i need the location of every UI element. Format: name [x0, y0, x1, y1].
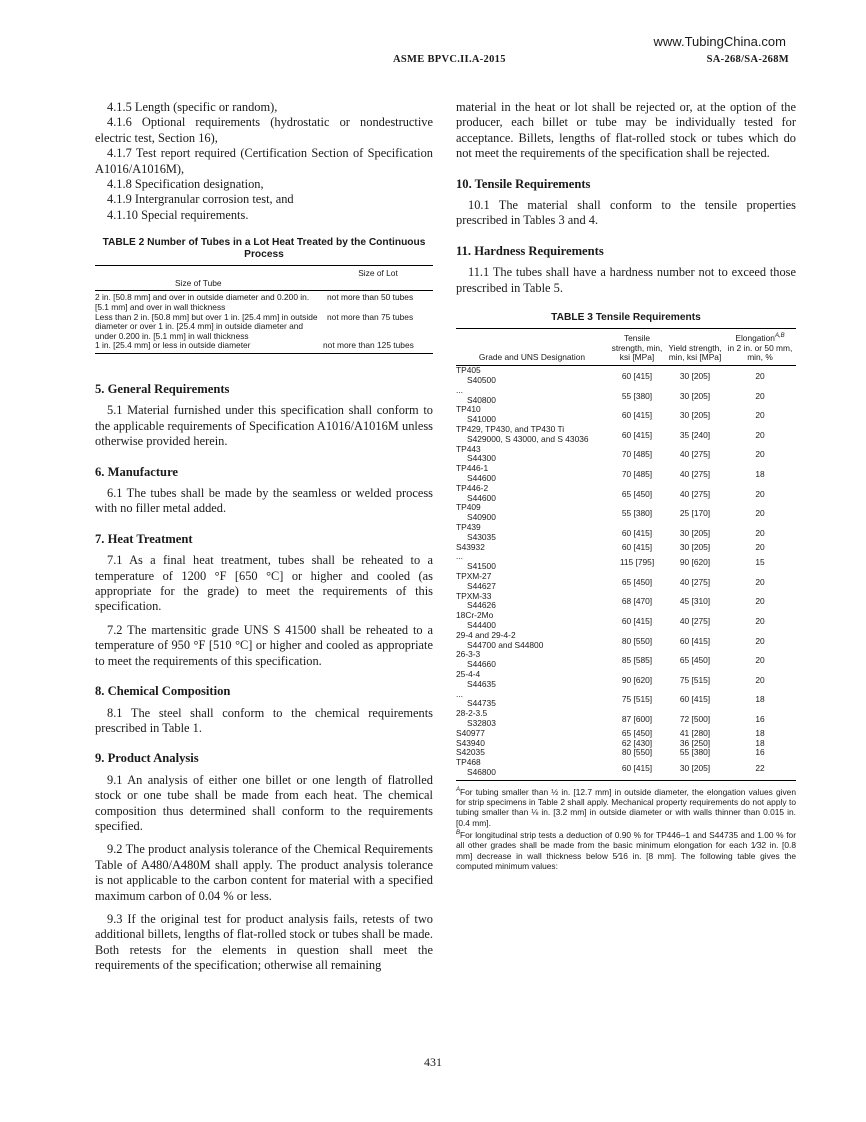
table3-title: TABLE 3 Tensile Requirements	[551, 312, 701, 324]
grade-name: TP446-2	[456, 482, 489, 493]
grade-name: 26-3-3	[456, 649, 481, 660]
table-row	[456, 543, 796, 553]
elongation-cell: 20	[755, 596, 765, 607]
elongation-cell: 20	[755, 508, 765, 519]
footnote-a-mark: A	[456, 786, 461, 793]
table-row	[456, 690, 796, 710]
tensile-cell: 87 [600]	[621, 713, 653, 724]
table-row	[456, 503, 796, 523]
elongation-cell: 16	[755, 713, 765, 724]
tensile-cell: 85 [585]	[621, 655, 653, 666]
table-row	[95, 291, 433, 313]
yield-cell: 30 [205]	[679, 371, 711, 382]
table-row	[456, 758, 796, 778]
tensile-cell: 60 [415]	[621, 615, 653, 626]
yield-cell: 30 [205]	[679, 762, 711, 773]
grade-cell	[456, 405, 608, 425]
table-row	[456, 592, 796, 612]
elongation-label: Elongation	[735, 332, 775, 343]
yield-cell: 40 [275]	[679, 449, 711, 460]
yield-cell: 40 [275]	[679, 615, 711, 626]
uns-designation: S46800	[467, 766, 496, 777]
grade-name: TP409	[456, 502, 481, 513]
elongation-cell: 18	[755, 727, 765, 738]
item-4-1-5: 4.1.5 Length (specific or random),	[107, 100, 278, 114]
tensile-cell: 90 [620]	[621, 674, 653, 685]
uns-designation: S44700 and S44800	[467, 639, 544, 650]
uns-designation: S41000	[467, 414, 496, 425]
grade-cell	[456, 758, 608, 778]
elongation-cell: 16	[755, 747, 765, 758]
tensile-cell: 60 [415]	[621, 527, 653, 538]
section-7-heading: 7. Heat Treatment	[95, 531, 193, 546]
table3-col-yield: Yield strength, min, ksi [MPa]	[668, 342, 722, 363]
grade-cell	[456, 543, 608, 553]
grade-cell	[456, 366, 608, 386]
yield-cell: 75 [515]	[679, 674, 711, 685]
para-9-3: 9.3 If the original test for product analysis fails, retests of two additional billets, lengths of flat-rolled stock or tubes shall be made. Both retests for the elements in question shall meet the requirements of the specification; otherwise all remaining	[95, 911, 433, 973]
grade-cell	[456, 552, 608, 572]
tensile-cell: 60 [415]	[621, 371, 653, 382]
grade-cell	[456, 650, 608, 670]
yield-cell: 90 [620]	[679, 557, 711, 568]
yield-cell: 30 [205]	[679, 527, 711, 538]
grade-name: TP443	[456, 443, 481, 454]
header-spec: SA-268/SA-268M	[706, 54, 789, 65]
uns-designation: S44300	[467, 453, 496, 464]
footnote-a	[456, 785, 796, 828]
table2-lot-cell: not more than 125 tubes	[323, 340, 414, 351]
table2-col-lot: Size of Lot	[358, 268, 398, 279]
elongation-sublabel: in 2 in. or 50 mm, min, %	[727, 342, 793, 363]
table-row	[456, 405, 796, 425]
table3-col-grade: Grade and UNS Designation	[478, 352, 586, 363]
grade-cell	[456, 503, 608, 523]
elongation-cell: 18	[755, 694, 765, 705]
grade-cell	[456, 592, 608, 612]
elongation-cell: 18	[755, 737, 765, 748]
table-row	[456, 670, 796, 690]
para-5-1: 5.1 Material furnished under this specification shall conform to the applicable requirements of Specification A1016/A1016M unless otherwise provided herein.	[95, 403, 433, 449]
grade-cell	[456, 670, 608, 690]
grade-name: TP405	[456, 365, 481, 376]
item-4-1-8: 4.1.8 Specification designation,	[107, 177, 264, 192]
footnote-b-mark: B	[456, 830, 461, 837]
uns-designation: S40900	[467, 512, 496, 523]
table2-size-cell: 2 in. [50.8 mm] and over in outside diameter and 0.200 in. [5.1 mm] and over in wall thickness	[95, 292, 310, 313]
table-row	[456, 631, 796, 651]
footnote-b-text: For longitudinal strip tests a deduction of 0.90 % for TP446–1 and S44735 and 1.00 % for all other grades shall be made from the basic minimum elongation for each 1⁄32 in. [0.8 mm] decrease in wall thickness below 5⁄16 in. [8 mm]. The following table gives the computed minimum values:	[456, 829, 796, 872]
item-4-1-6: 4.1.6 Optional requirements (hydrostatic or nondestructive electric test, Section 16),	[95, 115, 433, 145]
table-row	[456, 709, 796, 729]
table2-size-cell: Less than 2 in. [50.8 mm] but over 1 in. [25.4 mm] in outside diameter or over 1 in. [25.4 mm] in outside diameter and under 0.200 in. [5.1 mm] in wall thickness	[95, 311, 318, 341]
uns-designation: S44735	[467, 698, 496, 709]
elongation-cell: 20	[755, 615, 765, 626]
grade-name: TPXM-27	[456, 570, 492, 581]
grade-name: S43932	[456, 541, 485, 552]
para-7-2: 7.2 The martensitic grade UNS S 41500 shall be reheated to a temperature of 950 °F [510 °C] or higher and cooled as appropriate to meet the requirements of this specification.	[95, 622, 433, 668]
uns-designation: S44400	[467, 619, 496, 630]
uns-designation: S44660	[467, 659, 496, 670]
para-11-1: 11.1 The tubes shall have a hardness number not to exceed those prescribed in Table 5.	[456, 265, 796, 295]
grade-name: 25-4-4	[456, 668, 481, 679]
grade-name: ...	[456, 551, 463, 562]
tensile-cell: 60 [415]	[621, 410, 653, 421]
yield-cell: 40 [275]	[679, 469, 711, 480]
table-row	[456, 523, 796, 543]
elongation-footnote-marks: A,B	[774, 333, 785, 340]
grade-name: TPXM-33	[456, 590, 492, 601]
table-row	[95, 313, 433, 342]
elongation-cell: 20	[755, 449, 765, 460]
grade-cell	[456, 690, 608, 710]
tensile-cell: 62 [430]	[621, 737, 653, 748]
yield-cell: 60 [415]	[679, 694, 711, 705]
table-row	[456, 425, 796, 445]
yield-cell: 41 [280]	[679, 727, 711, 738]
grade-cell	[456, 445, 608, 465]
table2-title: TABLE 2 Number of Tubes in a Lot Heat Treated by the Continuous Process	[102, 237, 426, 261]
yield-cell: 40 [275]	[679, 488, 711, 499]
right-column	[456, 100, 796, 872]
tensile-cell: 80 [550]	[621, 747, 653, 758]
tensile-cell: 65 [450]	[621, 727, 653, 738]
grade-name: 29-4 and 29-4-2	[456, 629, 516, 640]
elongation-cell: 20	[755, 655, 765, 666]
item-4-1-10: 4.1.10 Special requirements.	[107, 207, 249, 222]
grade-cell	[456, 523, 608, 543]
table2-col-size: Size of Tube	[175, 277, 222, 288]
site-watermark: www.TubingChina.com	[653, 34, 786, 49]
yield-cell: 72 [500]	[679, 713, 711, 724]
tensile-cell: 70 [485]	[621, 469, 653, 480]
yield-cell: 35 [240]	[679, 429, 711, 440]
table3-col-elongation	[724, 329, 796, 366]
table2-lot-cell: not more than 75 tubes	[327, 311, 414, 322]
section-5-heading: 5. General Requirements	[95, 382, 230, 396]
table-row	[456, 366, 796, 386]
elongation-cell: 18	[755, 469, 765, 480]
grade-name: TP439	[456, 522, 481, 532]
tensile-cell: 80 [550]	[621, 635, 653, 646]
grade-cell	[456, 425, 608, 445]
elongation-cell: 20	[755, 674, 765, 685]
grade-cell	[456, 611, 608, 631]
grade-name: 18Cr-2Mo	[456, 610, 494, 621]
table-row	[95, 341, 433, 353]
item-4-1-9: 4.1.9 Intergranular corrosion test, and	[107, 192, 294, 207]
grade-name: S43940	[456, 737, 485, 748]
table-row	[456, 552, 796, 572]
yield-cell: 65 [450]	[679, 655, 711, 666]
para-9-3-continued: material in the heat or lot shall be rejected or, at the option of the producer, each billet or tube may be individually tested for acceptance. Billets, lengths of flat-rolled stock or tubes which do not meet the requirements of the specification shall be rejected.	[456, 100, 796, 161]
grade-name: 28-2-3.5	[456, 708, 488, 719]
yield-cell: 30 [205]	[679, 410, 711, 421]
table-row	[456, 611, 796, 631]
yield-cell: 36 [250]	[679, 737, 711, 748]
tensile-cell: 60 [415]	[621, 429, 653, 440]
uns-designation: S44635	[467, 678, 496, 689]
footnote-a-text: For tubing smaller than ½ in. [12.7 mm] in outside diameter, the elongation values given for strip specimens in Table 2 shall apply. Mechanical property requirements do not apply to tubing smaller than ⅛ in. [3.2 mm] in outside diameter or with walls thinner than 0.015 in. [0.4 mm].	[456, 786, 796, 828]
yield-cell: 30 [205]	[679, 390, 711, 401]
grade-name: TP446-1	[456, 463, 489, 474]
yield-cell: 55 [380]	[679, 747, 711, 758]
uns-designation: S44600	[467, 473, 496, 484]
tensile-cell: 65 [450]	[621, 576, 653, 587]
elongation-cell: 20	[755, 541, 765, 552]
grade-name: ...	[456, 384, 463, 395]
tensile-cell: 60 [415]	[621, 541, 653, 552]
table2-lot-cell: not more than 50 tubes	[327, 292, 414, 303]
left-column	[95, 100, 433, 974]
tensile-cell: 60 [415]	[621, 762, 653, 773]
uns-designation: S44626	[467, 600, 496, 611]
yield-cell: 30 [205]	[679, 541, 711, 552]
tensile-cell: 70 [485]	[621, 449, 653, 460]
elongation-cell: 20	[755, 488, 765, 499]
para-9-2: 9.2 The product analysis tolerance of the Chemical Requirements Table of A480/A480M shall apply. The product analysis tolerance is not applicable to the carbon content for material with a specified maximum carbon of 0.04 % or less.	[95, 842, 433, 903]
elongation-cell: 22	[755, 762, 765, 773]
item-4-1-7: 4.1.7 Test report required (Certification Section of Specification A1016/A1016M),	[95, 146, 433, 176]
grade-cell	[456, 572, 608, 592]
uns-designation: S41500	[467, 561, 496, 572]
grade-name: S42035	[456, 747, 485, 758]
table-row	[456, 445, 796, 465]
elongation-cell: 15	[755, 557, 765, 568]
uns-designation: S32803	[467, 717, 496, 728]
grade-cell	[456, 709, 608, 729]
section-10-heading: 10. Tensile Requirements	[456, 176, 591, 191]
section-6-heading: 6. Manufacture	[95, 464, 179, 479]
elongation-cell: 20	[755, 576, 765, 587]
grade-cell	[456, 464, 608, 484]
grade-name: TP410	[456, 404, 481, 415]
table-row	[456, 650, 796, 670]
table2-size-cell: 1 in. [25.4 mm] or less in outside diameter	[95, 340, 251, 351]
elongation-cell: 20	[755, 371, 765, 382]
uns-designation: S429000, S 43000, and S 43036	[467, 433, 589, 444]
tensile-cell: 115 [795]	[619, 557, 655, 568]
yield-cell: 60 [415]	[679, 635, 711, 646]
para-10-1: 10.1 The material shall conform to the tensile properties prescribed in Tables 3 and 4.	[456, 198, 796, 228]
grade-name: ...	[456, 688, 463, 699]
yield-cell: 25 [170]	[679, 508, 711, 519]
table2	[95, 265, 433, 354]
elongation-cell: 20	[755, 527, 765, 538]
tensile-cell: 68 [470]	[621, 596, 653, 607]
uns-designation: S44627	[467, 580, 496, 591]
table-row	[456, 386, 796, 406]
page-number: 431	[424, 1055, 442, 1069]
table3	[456, 328, 796, 778]
header-standard: ASME BPVC.II.A-2015	[393, 54, 506, 65]
table-row	[456, 748, 796, 758]
tensile-cell: 55 [380]	[621, 508, 653, 519]
grade-cell	[456, 631, 608, 651]
para-7-1: 7.1 As a final heat treatment, tubes shall be reheated to a temperature of 1200 °F [650 °C] or higher and cooled (as appropriate for the grade) to meet the requirements of this specification.	[95, 553, 433, 614]
yield-cell: 45 [310]	[679, 596, 711, 607]
section-8-heading: 8. Chemical Composition	[95, 684, 231, 699]
uns-designation: S44600	[467, 492, 496, 503]
grade-name: TP468	[456, 757, 481, 768]
para-6-1: 6.1 The tubes shall be made by the seamless or welded process with no filler metal added.	[95, 486, 433, 516]
elongation-cell: 20	[755, 390, 765, 401]
grade-cell	[456, 484, 608, 504]
yield-cell: 40 [275]	[679, 576, 711, 587]
tensile-cell: 65 [450]	[621, 488, 653, 499]
section-11-heading: 11. Hardness Requirements	[456, 243, 604, 258]
tensile-cell: 55 [380]	[621, 390, 653, 401]
table-row	[456, 464, 796, 484]
grade-name: S40977	[456, 727, 485, 738]
uns-designation: S43035	[467, 531, 496, 542]
table3-col-tensile: Tensile strength, min, ksi [MPa]	[611, 332, 663, 363]
table-row	[456, 572, 796, 592]
uns-designation: S40500	[467, 375, 496, 386]
para-9-1: 9.1 An analysis of either one billet or one length of flatrolled stock or one tube shall be made from each heat. The chemical composition thus determined shall conform to the requirements specified.	[95, 772, 433, 833]
tensile-cell: 75 [515]	[621, 694, 653, 705]
grade-name: TP429, TP430, and TP430 Ti	[456, 424, 565, 435]
elongation-cell: 20	[755, 429, 765, 440]
footnote-b	[456, 828, 796, 871]
table-row	[456, 484, 796, 504]
elongation-cell: 20	[755, 410, 765, 421]
section-9-heading: 9. Product Analysis	[95, 751, 199, 766]
elongation-cell: 20	[755, 635, 765, 646]
uns-designation: S40800	[467, 394, 496, 405]
grade-cell	[456, 386, 608, 406]
para-8-1: 8.1 The steel shall conform to the chemical requirements prescribed in Table 1.	[95, 705, 433, 735]
